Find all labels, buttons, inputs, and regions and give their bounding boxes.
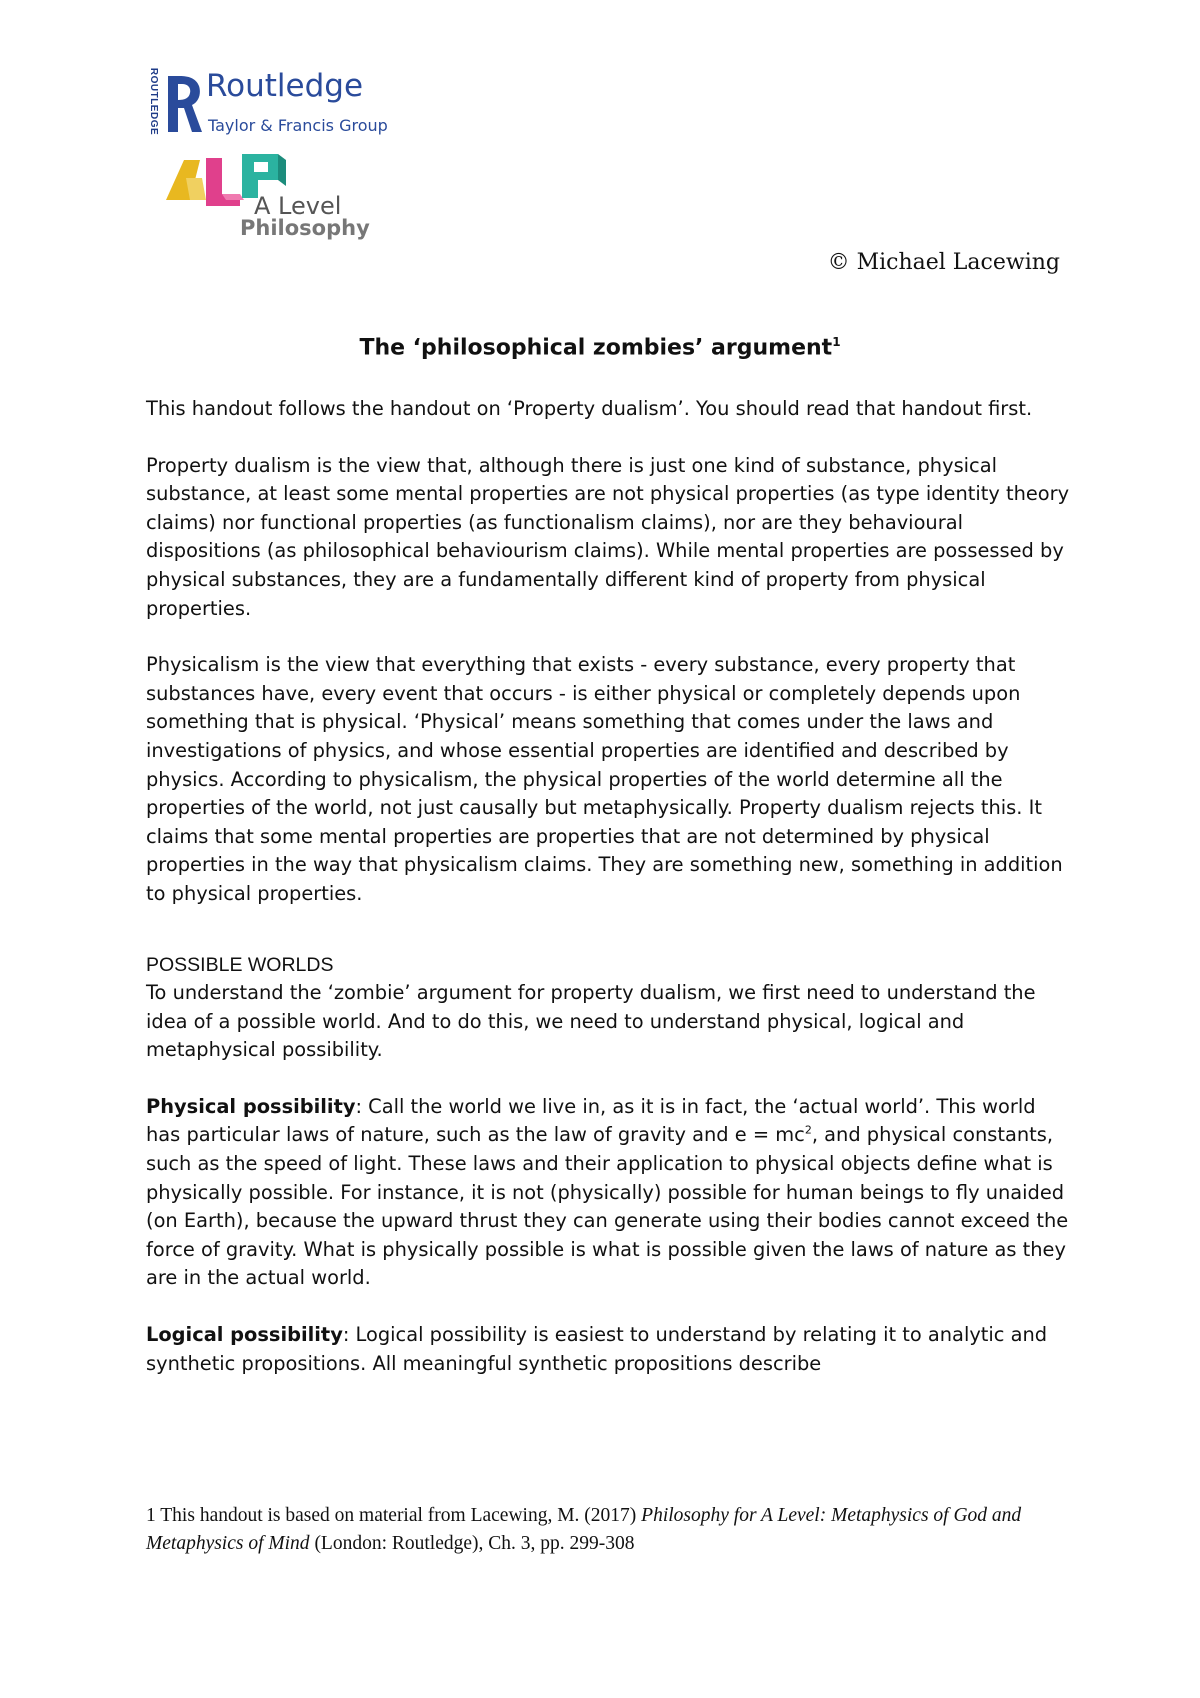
footnote: 1 This handout is based on material from Lacewing, M. (2017) Philosophy for A Level: Metaphysics of God and Metaphysics of Mind (London: Routledge), Ch. 3, pp. 299-308: [146, 1505, 1022, 1554]
document-title: [0, 335, 1200, 360]
routledge-name: Routledge: [206, 68, 364, 104]
paragraph-intro: This handout follows the handout on ‘Property dualism’. You should read that handout first.: [146, 397, 1033, 420]
routledge-logo: [146, 66, 406, 146]
title-text: The ‘philosophical zombies’ argument: [359, 335, 833, 361]
paragraph-property-dualism: Property dualism is the view that, although there is just one kind of substance, physical substance, at least some mental properties are not physical properties (as type identity theory claims) nor functional properties (as functionalism claims), nor are they behavioural dispositions (as philosophical behaviourism claims). While mental properties are possessed by physical substances, they are a fundamentally different kind of property from physical properties.: [146, 453, 1070, 620]
title-footnote-ref: 1: [832, 335, 841, 349]
copyright: © Michael Lacewing: [827, 250, 1060, 275]
alp-line1: A Level: [254, 192, 342, 220]
document-body: [146, 395, 1074, 1406]
alp-logo: [166, 150, 406, 242]
term-physical-possibility: Physical possibility: [146, 1094, 356, 1118]
paragraph-physical-possibility: Physical possibility: Call the world we live in, as it is in fact, the ‘actual world’. This world has particular laws of nature, such as the law of gravity and $e = mc^2$, and physical constants, such as the speed of light. These laws and their application to physical objects define what is physically possible. For instance, it is not (physically) possible for human beings to fly unaided (on Earth), because the upward thrust they can generate using their bodies cannot exceed the force of gravity. What is physically possible is what is possible given the laws of nature as they are in the actual world.: [146, 1094, 1069, 1290]
term-logical-possibility: Logical possibility: [146, 1323, 343, 1347]
footnote-book-title: Philosophy for A Level: Metaphysics of God and Metaphysics of Mind: [146, 1505, 1022, 1554]
routledge-group: Taylor & Francis Group: [208, 116, 388, 135]
paragraph-physicalism: Physicalism is the view that everything that exists - every substance, every property that substances have, every event that occurs - is either physical or completely depends upon something that is physical. ‘Physical’ means something that comes under the laws and investigations of physics, and whose essential properties are identified and described by physics. According to physicalism, the physical properties of the world determine all the properties of the world, not just causally but metaphysically. Property dualism rejects this. It claims that some mental properties are properties that are not determined by physical properties in the way that physicalism claims. They are something new, something in addition to physical properties.: [146, 653, 1063, 905]
routledge-r-icon: [162, 72, 202, 136]
section-heading: POSSIBLE WORLDS: [146, 953, 334, 976]
paragraph-logical-possibility: Logical possibility: Logical possibility is easiest to understand by relating it to analytic and synthetic propositions. All meaningful synthetic propositions describe: [146, 1323, 1048, 1375]
paragraph-section-intro: To understand the ‘zombie’ argument for property dualism, we first need to understand the idea of a possible world. And to do this, we need to understand physical, logical and metaphysical possibility.: [146, 981, 1036, 1062]
routledge-vertical-text: ROUTLEDGE: [148, 67, 160, 136]
alp-line2: Philosophy: [240, 216, 370, 240]
